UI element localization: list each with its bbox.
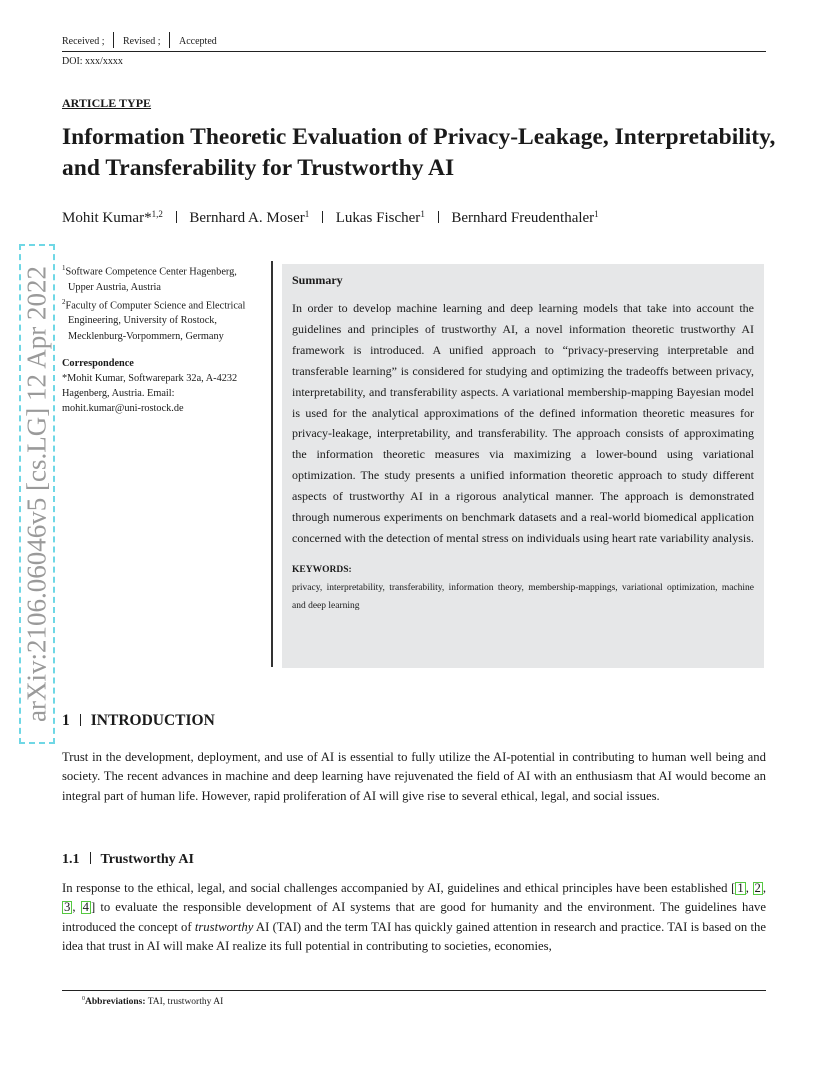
subsection-heading — [62, 851, 194, 868]
author-affiliation-mark: 1 — [594, 209, 599, 219]
revised-label: Revised ; — [123, 36, 161, 47]
trustworthy-ai-paragraph: In response to the ethical, legal, and social challenges accompanied by AI, guidelines and ethical principles have been established [ 1 , 2 , 3 , 4 ] to evaluate the responsible development of AI systems that are good for humanity and the environment. The guidelines have introduced the concept of trustworthy AI (TAI) and the term TAI has quickly gained attention in research and practice. TAI is based on the idea that trust in AI will make AI realize its full potential in contributing to societies, economies, — [62, 881, 767, 953]
affiliation-line: Software Competence Center Hagenberg, — [65, 266, 237, 278]
affiliation-mark: 2 — [62, 297, 66, 306]
author-name: Mohit Kumar* — [62, 210, 152, 226]
author-name: Lukas Fischer — [335, 210, 421, 226]
affiliation-line: Faculty of Computer Science and Electrical — [65, 300, 246, 312]
affiliations — [62, 261, 272, 417]
subsection-title: Trustworthy AI — [100, 852, 194, 867]
author-name: Bernhard Freudenthaler — [451, 210, 595, 226]
arxiv-stamp[interactable]: arXiv:2106.06046v5 [cs.LG] 12 Apr 2022 — [21, 266, 52, 722]
footnote-text: TAI, trustworthy AI — [145, 997, 224, 1008]
author-affiliation-mark: 1,2 — [151, 209, 163, 219]
section-heading — [62, 712, 215, 730]
author-affiliation-mark: 1 — [304, 209, 310, 219]
keywords-text: privacy, interpretability, transferability, information theory, membership-mappings, variational optimization, machine and deep learning — [292, 582, 754, 611]
affiliation-line: Mecklenburg-Vorpommern, Germany — [68, 330, 224, 342]
emphasis-text: trustworthy — [194, 919, 254, 934]
correspondence-line: *Mohit Kumar, Softwarepark 32a, A-4232 — [62, 373, 238, 385]
section-number: 1 — [62, 712, 70, 729]
intro-paragraph: Trust in the development, deployment, and use of AI is essential to fully utilize the AI-potential in contributing to human well being and society. The recent advances in machine and deep learning have rejuvenated the field of AI with an enthusiasm that AI would become an integral part of human life. However, rapid proliferation of AI will give rise to several ethical, legal, and social issues. — [62, 750, 766, 803]
citation-link[interactable]: 4 — [82, 900, 89, 915]
doi: DOI: xxx/xxxx — [62, 56, 123, 67]
paragraph-text: In response to the ethical, legal, and social challenges accompanied by AI, guidelines and ethical principles have been established [ — [62, 881, 736, 895]
header-divider — [169, 32, 170, 48]
author-name: Bernhard A. Moser — [189, 210, 305, 226]
affiliation-line: Engineering, University of Rostock, — [68, 315, 217, 327]
journal-header — [62, 35, 766, 52]
affiliation-line: Upper Austria, Austria — [68, 281, 161, 293]
author-divider — [322, 211, 323, 223]
author-list — [62, 210, 599, 227]
column-divider — [271, 261, 273, 667]
received-label: Received ; — [62, 36, 105, 47]
author-divider — [176, 211, 177, 223]
section-divider — [80, 714, 81, 726]
author-divider — [438, 211, 439, 223]
author-affiliation-mark: 1 — [420, 209, 425, 219]
footnote-mark: 0 — [82, 996, 85, 1002]
footnote-rule — [62, 990, 766, 991]
paragraph-text: AI (TAI) and the term TAI has quickly gained attention in research and practice. TAI is based on the idea that trust in AI will make AI realize its full potential in contributing to societies, economies, — [62, 919, 766, 953]
subsection-number: 1.1 — [62, 852, 80, 867]
summary-box — [282, 264, 764, 668]
summary-heading: Summary — [292, 273, 343, 287]
correspondence-line: Hagenberg, Austria. Email: — [62, 388, 175, 400]
affiliation-mark: 1 — [62, 264, 66, 272]
keywords-heading: KEYWORDS: — [292, 564, 352, 575]
citation-link[interactable]: 1 — [737, 881, 744, 895]
section-title: INTRODUCTION — [90, 712, 215, 729]
footnote — [82, 996, 223, 1007]
citation-link[interactable]: 2 — [754, 881, 761, 895]
citation-link[interactable]: 3 — [64, 900, 71, 915]
accepted-label: Accepted — [179, 36, 217, 47]
summary-text: In order to develop machine learning and deep learning models that take into account the guidelines and principles of trustworthy AI, a novel information theoretic trustworthy AI framework is introduced. A unified approach to “privacy-preserving interpretable and transferable learning” is considered for studying and optimizing the tradeoffs between privacy, interpretability, and transferability aspects. A variational membership-mapping Bayesian model is used for the analytical approximations of the defined information theoretic measures for privacy-leakage, interpretability, and transferability. The approach consists of approximating the information theoretic measures via maximizing a lower-bound using variational optimization. The study presents a unified information theoretic approach to study different aspects of trustworthy AI in a rigorous analytical manner. The approach is demonstrated through numerous experiments on benchmark datasets and a real-world biomedical application concerned with the detection of mental stress on individuals using heart rate variability analysis. — [292, 301, 754, 545]
paragraph-text: ] to evaluate the responsible development of AI systems that are good for humanity and the environment. The guidelines have introduced the concept of — [62, 900, 767, 934]
subsection-divider — [90, 852, 91, 864]
footnote-label: Abbreviations: — [85, 997, 146, 1008]
header-divider — [113, 32, 114, 48]
correspondence-email[interactable]: mohit.kumar@uni-rostock.de — [62, 403, 184, 415]
correspondence-heading: Correspondence — [62, 357, 134, 369]
paper-title: Information Theoretic Evaluation of Privacy-Leakage, Interpretability, and Transferability for Trustworthy AI — [62, 124, 776, 181]
article-type: ARTICLE TYPE — [62, 96, 152, 110]
